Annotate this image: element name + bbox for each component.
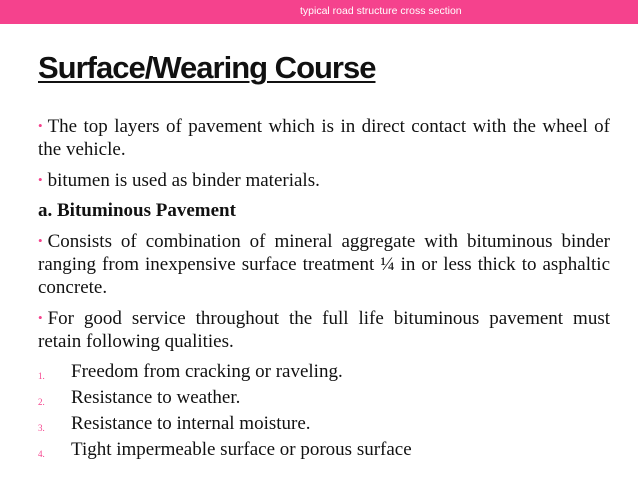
bullet-icon: • xyxy=(38,233,43,248)
header-bar xyxy=(0,0,638,24)
list-item xyxy=(38,386,610,412)
list-text: Resistance to internal moisture. xyxy=(71,413,311,434)
list-text: Tight impermeable surface or porous surface xyxy=(71,439,412,460)
slide-title: Surface/Wearing Course xyxy=(38,50,376,85)
bullet-icon: • xyxy=(38,172,43,187)
bullet-paragraph xyxy=(38,114,610,161)
list-number: 3. xyxy=(38,423,45,433)
list-number: 4. xyxy=(38,449,45,459)
list-number: 2. xyxy=(38,397,45,407)
list-text: Freedom from cracking or raveling. xyxy=(71,361,343,382)
list-text: Resistance to weather. xyxy=(71,387,241,408)
qualities-list xyxy=(38,360,610,464)
bullet-paragraph xyxy=(38,168,610,192)
list-number: 1. xyxy=(38,371,45,381)
bullet-icon: • xyxy=(38,118,43,133)
bullet-text: bitumen is used as binder materials. xyxy=(47,170,320,191)
list-item xyxy=(38,360,610,386)
list-item xyxy=(38,438,610,464)
bullet-icon: • xyxy=(38,310,43,325)
bullet-paragraph xyxy=(38,229,610,299)
header-title: typical road structure cross section xyxy=(300,5,462,17)
slide-content xyxy=(38,114,610,464)
bullet-paragraph xyxy=(38,306,610,353)
list-item xyxy=(38,412,610,438)
bullet-text: The top layers of pavement which is in direct contact with the wheel of the vehicle. xyxy=(38,116,610,160)
bullet-text: Consists of combination of mineral aggregate with bituminous binder ranging from inexpensive surface treatment ¼ in or less thick to asphaltic concrete. xyxy=(38,231,610,298)
subheading: a. Bituminous Pavement xyxy=(38,200,236,221)
bullet-text: For good service throughout the full life bituminous pavement must retain following qualities. xyxy=(38,308,610,352)
